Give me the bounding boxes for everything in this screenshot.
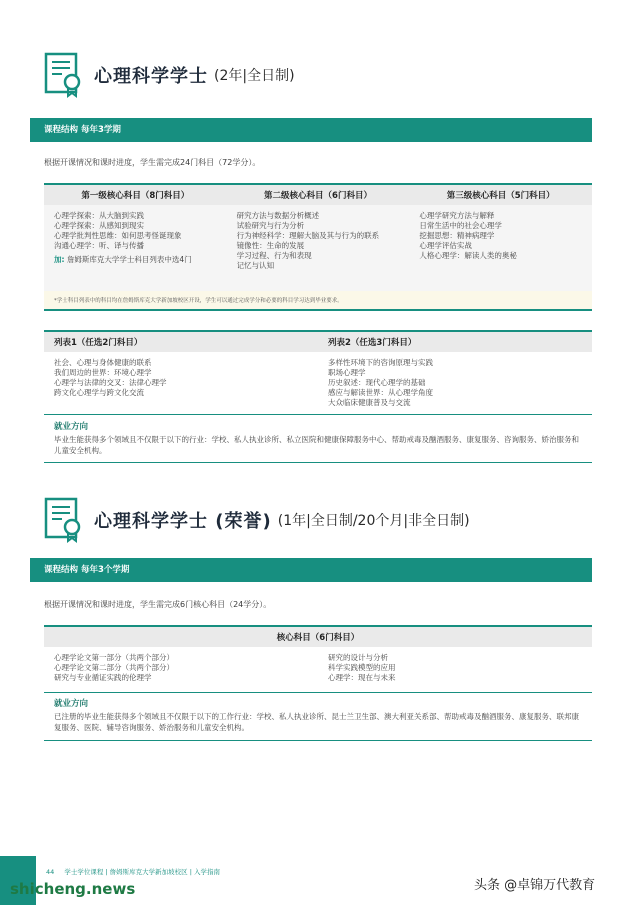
add-note: [54, 255, 217, 265]
list-item: 科学实践模型的应用: [328, 663, 396, 672]
list-item: 心理学：现在与未来: [328, 673, 396, 682]
list-item: 心理学探索：从大脑到实践: [54, 211, 144, 220]
list-item: 跨文化心理学与跨文化交流: [54, 388, 144, 397]
section2-header: [44, 497, 470, 543]
section2-career: [54, 697, 584, 733]
section1-header: [44, 52, 295, 98]
elective-lists-header: [44, 332, 592, 352]
section1-intro: 根据开课情况和课时进度，学生需完成24门科目（72学分）。: [44, 158, 261, 167]
career-text: 已注册的毕业生能获得多个领域且不仅限于以下的工作行业：学校、私人执业诊所、昆士兰卫生部、澳大利亚关系部、帮助戒毒及酗酒服务、康复服务、联邦康复服务、医院、辅导咨询服务、娇治服务和儿童安全机构。: [54, 712, 579, 732]
section2-subtitle: (1年|全日制/20个月|非全日制): [277, 513, 470, 529]
elective-lists-body: [44, 352, 592, 414]
career-text: 毕业生能获得多个领域且不仅限于以下的行业：学校、私人执业诊所、私立医院和健康保障服务中心、帮助戒毒及酗酒服务、康复服务、咨询服务、娇治服务和儿童安全机构。: [54, 435, 579, 455]
certificate-icon: [44, 497, 84, 543]
page-number: 44: [46, 868, 55, 876]
list-item: 心理学论文第一部分（共两个部分）: [54, 653, 174, 662]
list-item: 试验研究与行为分析: [236, 221, 305, 230]
list-item: 学习过程、行为和表现: [236, 251, 312, 260]
list-item: 镜像性：生命的发展: [236, 241, 305, 250]
list-item: 心理学探索：从感知到现实: [54, 221, 144, 230]
watermark-left: shicheng.news: [10, 880, 136, 898]
list-item: 沟通心理学：听、译与传播: [54, 241, 144, 250]
core-levels-header: [44, 185, 592, 205]
section1-career: [54, 420, 584, 456]
list-item: 心理学批判性思维：如何思考怪诞现象: [54, 231, 182, 240]
divider: [44, 414, 592, 415]
list-item: 历史叙述：现代心理学的基础: [328, 378, 426, 387]
list2-head: 列表2（任选3门科目）: [328, 338, 417, 348]
list-item: 社会、心理与身体健康的联系: [54, 358, 152, 367]
list-item: 人格心理学：解读人类的奥秘: [419, 251, 517, 260]
list-item: 大众临床健康普及与交流: [328, 398, 411, 407]
footer-text: 学士学位课程 | 詹姆斯库克大学新加坡校区 | 入学指南: [64, 868, 221, 876]
list-item: 心理学研究方法与解释: [419, 211, 495, 220]
list-item: 行为神经科学：理解大脑及其与行为的联系: [236, 231, 380, 240]
section2-intro: 根据开课情况和课时进度，学生需完成6门核心科目（24学分）。: [44, 600, 272, 609]
core-subjects-table: [44, 625, 592, 691]
section2-band: 课程结构 每年3个学期: [30, 558, 592, 582]
level2-column: [227, 211, 410, 287]
list-item: 心理学论文第二部分（共两个部分）: [54, 663, 174, 672]
level1-head: 第一级核心科目（8门科目）: [81, 191, 190, 201]
core-levels-table: [44, 183, 592, 311]
career-title: 就业方向: [54, 699, 89, 709]
list-item: 感应与解读世界：从心理学角度: [328, 388, 433, 397]
list-item: 研究与专业循证实践的伦理学: [54, 673, 152, 682]
list-item: 挖掘思想：精神病理学: [419, 231, 495, 240]
core-right-column: [318, 653, 592, 687]
core-subjects-header: [44, 627, 592, 647]
list-item: 日常生活中的社会心理学: [419, 221, 502, 230]
section1-band: 课程结构 每年3学期: [30, 118, 592, 142]
add-label: 加:: [54, 255, 65, 264]
career-title: 就业方向: [54, 422, 89, 432]
list-item: 多样性环境下的咨询原理与实践: [328, 358, 433, 367]
level2-head: 第二级核心科目（6门科目）: [264, 191, 372, 201]
footer-line: [46, 867, 220, 876]
add-text: 詹姆斯库克大学学士科目列表中选4门: [66, 255, 192, 264]
section2-title: 心理科学学士 (荣誉): [94, 511, 272, 532]
footnote: *学士科目列表中的科目均在詹姆斯库克大学新加坡校区开设，学生可以通过完成学分和必要的科目学习达到毕业要求。: [44, 291, 592, 309]
core-levels-body: [44, 205, 592, 291]
divider: [44, 740, 592, 741]
list-item: 研究的设计与分析: [328, 653, 388, 662]
section1-title: 心理科学学士: [94, 66, 208, 87]
core-left-column: [44, 653, 318, 687]
divider: [44, 462, 592, 463]
list-item: 我们周边的世界：环境心理学: [54, 368, 152, 377]
level3-column: [409, 211, 592, 287]
watermark-right: 头条 @卓锦万代教育: [474, 878, 596, 893]
list-item: 职场心理学: [328, 368, 366, 377]
list-item: 研究方法与数据分析概述: [236, 211, 320, 220]
level1-column: [44, 211, 227, 287]
list2-column: [318, 358, 592, 410]
section1-subtitle: (2年|全日制): [214, 68, 295, 84]
elective-lists-table: [44, 330, 592, 414]
list-item: 心理学评估实战: [419, 241, 472, 250]
level3-head: 第三级核心科目（5门科目）: [446, 191, 555, 201]
certificate-icon: [44, 52, 84, 98]
divider: [44, 692, 592, 693]
list1-head: 列表1（任选2门科目）: [54, 338, 143, 348]
core-subjects-body: [44, 647, 592, 691]
list1-column: [44, 358, 318, 410]
core-head: 核心科目（6门科目）: [276, 633, 360, 643]
list-item: 心理学与法律的交叉：法律心理学: [54, 378, 167, 387]
list-item: 记忆与认知: [236, 261, 275, 270]
